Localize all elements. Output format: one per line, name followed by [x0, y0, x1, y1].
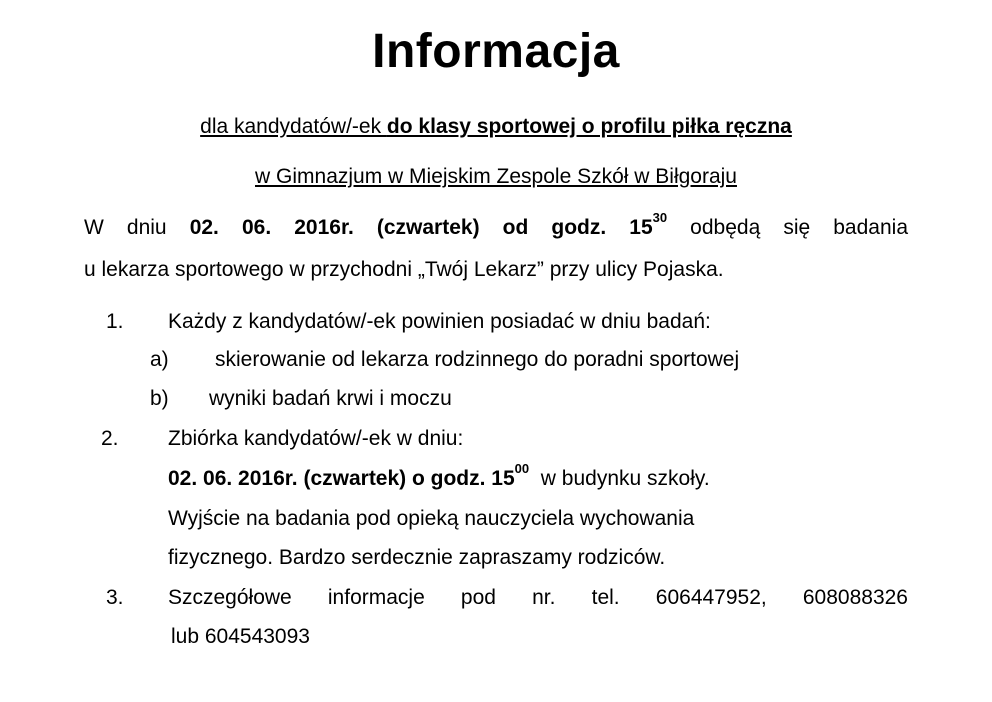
item-1b-label: b) [150, 387, 169, 410]
intro-time-sup: 30 [652, 210, 668, 225]
item-2-location: w budynku szkoły. [529, 467, 710, 490]
item-2-line-2 [168, 461, 710, 494]
item-2-line-1: Zbiórka kandydatów/-ek w dniu: [168, 427, 464, 450]
subtitle-class-normal: dla kandydatów/-ek [200, 115, 387, 138]
item-1-text: Każdy z kandydatów/-ek powinien posiadać w dniu badań: [168, 310, 711, 333]
document-title: Informacja [372, 25, 620, 78]
intro-text-1: W dniu [84, 216, 190, 239]
item-2-date-time: 02. 06. 2016r. (czwartek) o godz. 15 [168, 467, 515, 490]
intro-date-time: 02. 06. 2016r. (czwartek) od godz. 15 [189, 216, 653, 239]
item-2-line-4: fizycznego. Bardzo serdecznie zapraszamy rodziców. [168, 546, 666, 569]
intro-text-2: odbędą się badania [667, 216, 908, 239]
item-1a-text: skierowanie od lekarza rodzinnego do poradni sportowej [215, 348, 740, 371]
intro-line-1 [84, 210, 908, 243]
item-2-line-3: Wyjście na badania pod opieką nauczyciela wychowania [168, 507, 695, 530]
intro-line-2: u lekarza sportowego w przychodni „Twój Lekarz” przy ulicy Pojaska. [84, 258, 724, 281]
item-1a-label: a) [150, 348, 169, 371]
subtitle-school: w Gimnazjum w Miejskim Zespole Szkół w Biłgoraju [255, 165, 737, 188]
subtitle-class [0, 112, 992, 142]
item-2-number: 2. [101, 427, 119, 450]
item-1-number: 1. [106, 310, 124, 333]
item-3-line-2: lub 604543093 [171, 625, 310, 648]
item-1b-text: wyniki badań krwi i moczu [209, 387, 452, 410]
item-3-number: 3. [106, 586, 124, 609]
subtitle-class-bold: do klasy sportowej o profilu piłka ręczna [386, 115, 792, 138]
item-3-line-1: Szczegółowe informacje pod nr. tel. 606447952, 608088326 [168, 586, 908, 609]
item-2-time-sup: 00 [514, 461, 530, 476]
